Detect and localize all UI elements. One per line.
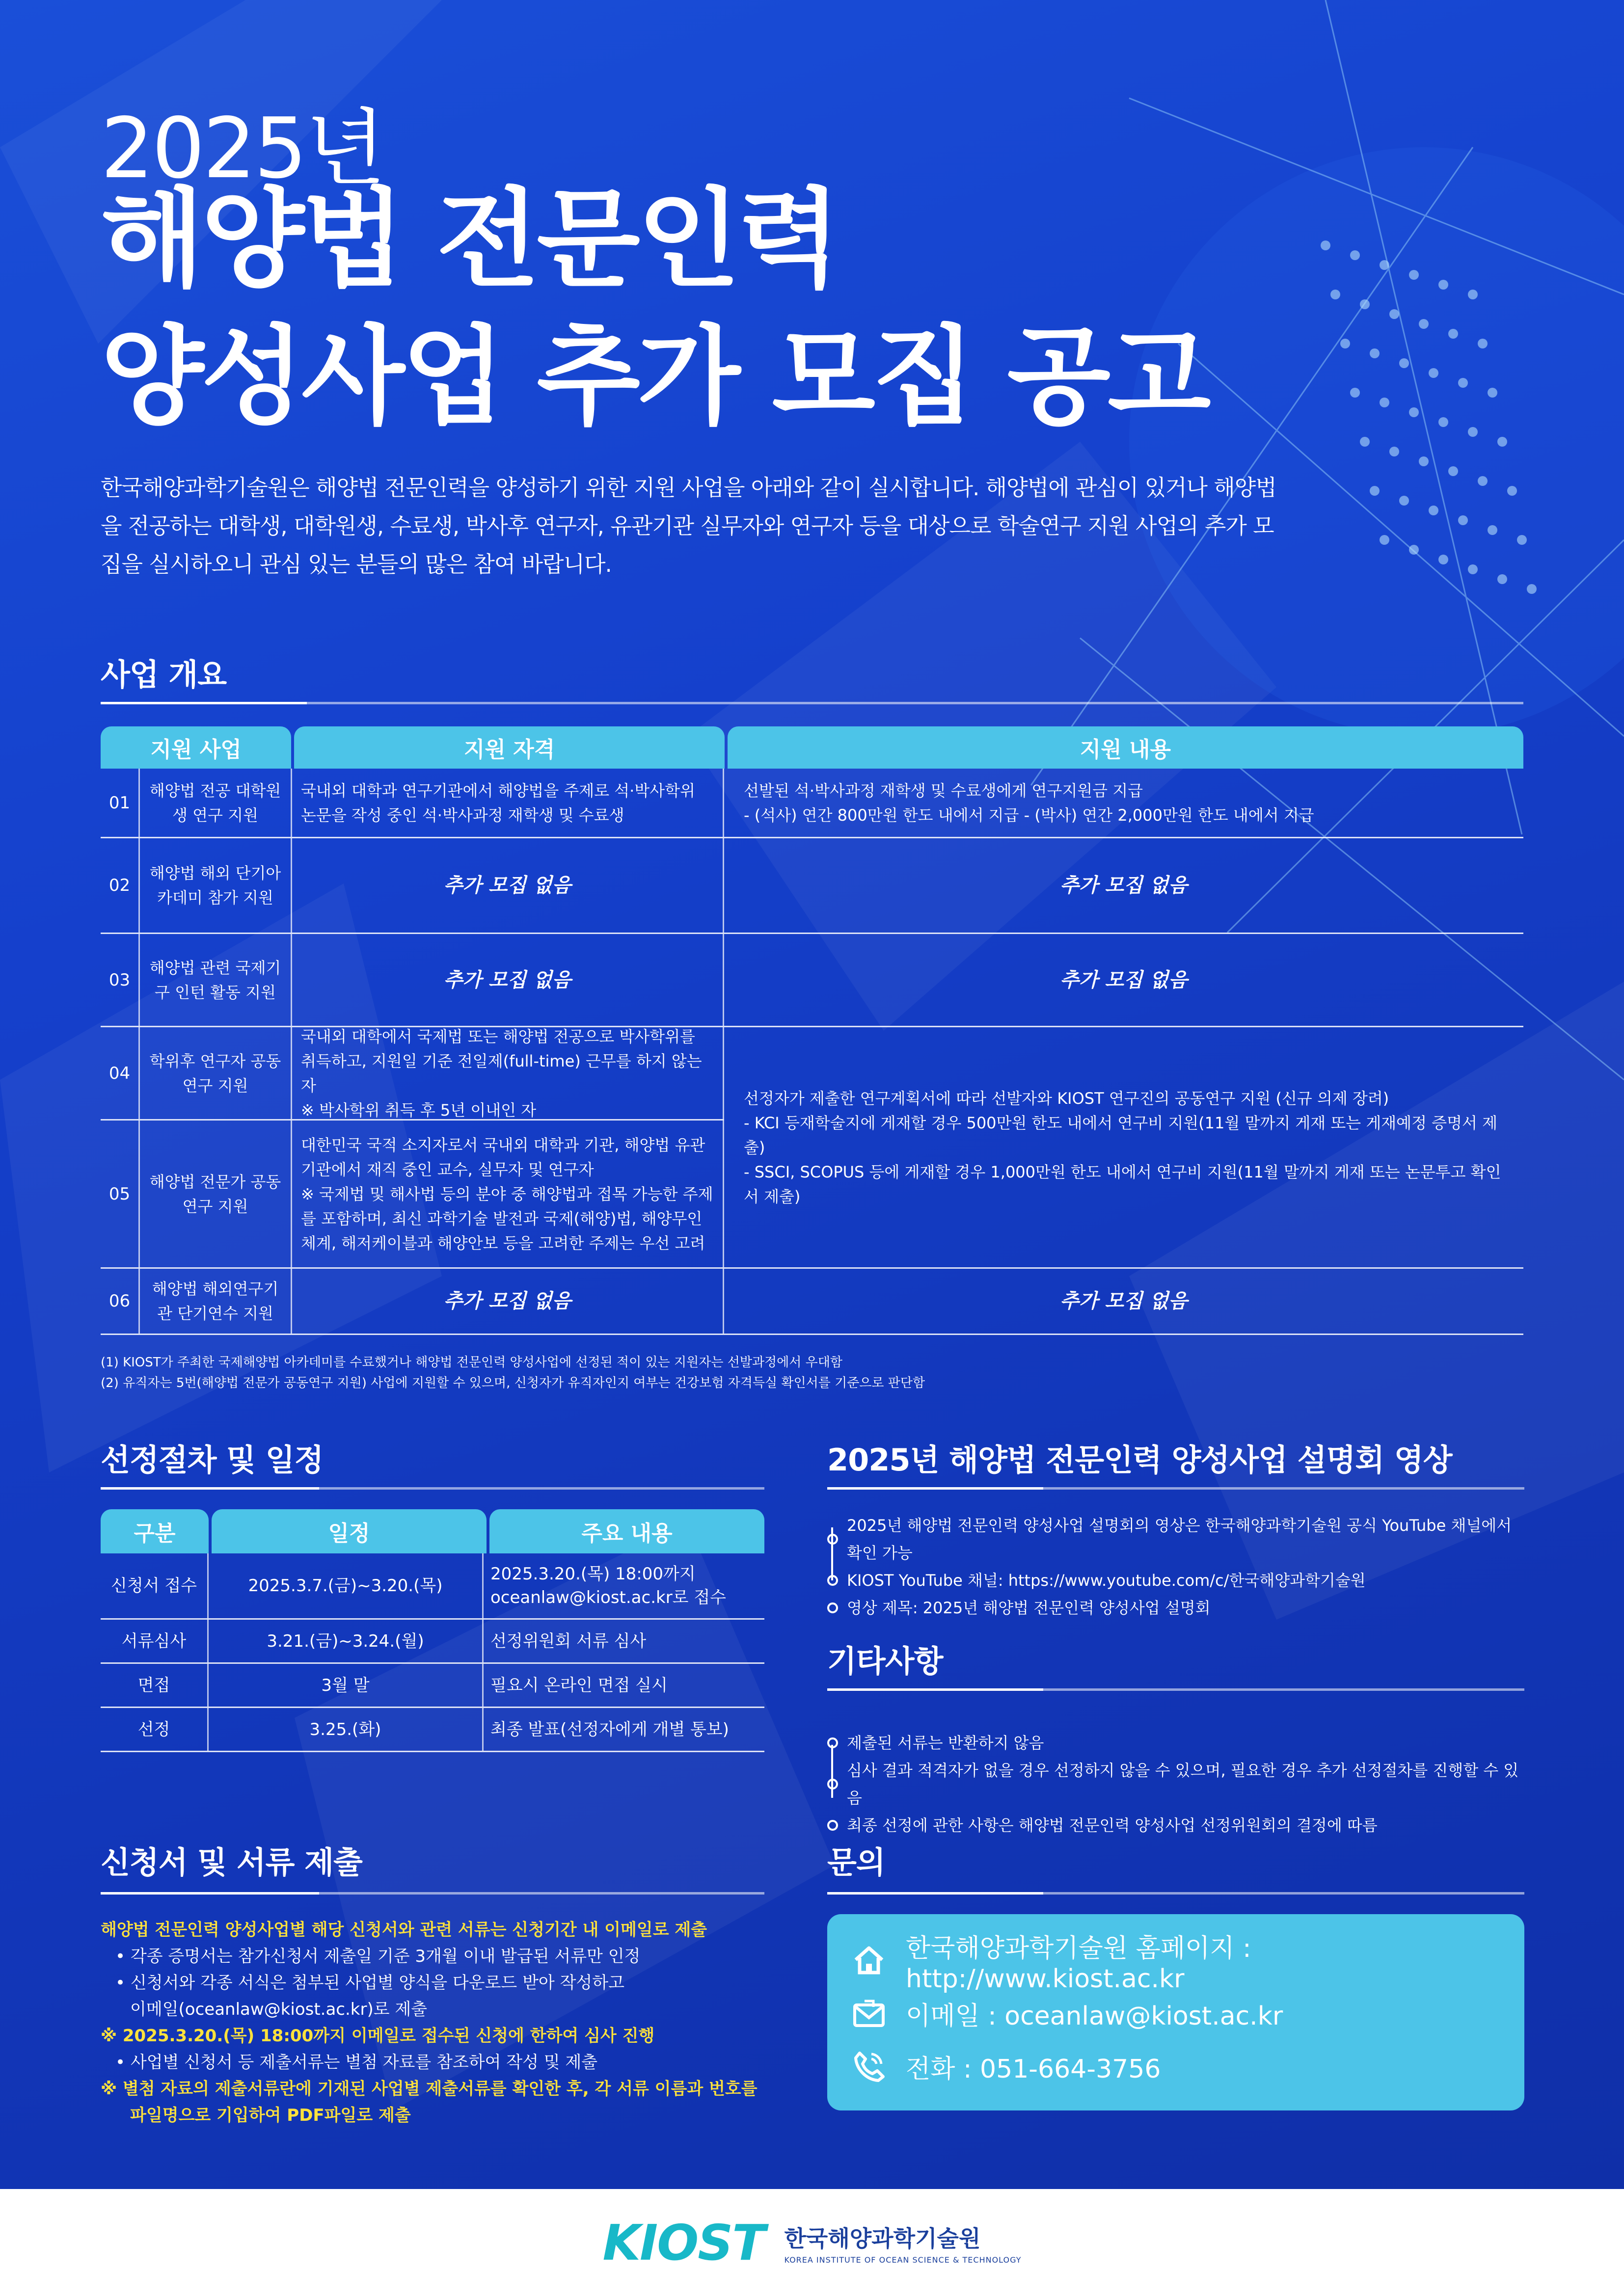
bullet-icon <box>827 1779 838 1789</box>
row-date: 3월 말 <box>209 1664 484 1707</box>
row-content-none: 추가 모집 없음 <box>1060 874 1188 897</box>
row-stage: 면접 <box>101 1664 209 1707</box>
poster-year: 2025년 <box>101 100 384 197</box>
kiost-logo: KIOST <box>602 2214 765 2271</box>
org-name-en: KOREA INSTITUTE OF OCEAN SCIENCE & TECHNOLOGY <box>784 2255 1022 2265</box>
list-item: 심사 결과 적격자가 없을 경우 선정하지 않을 수 있으며, 필요한 경우 추가 선정절차를 진행할 수 있음 <box>827 1757 1524 1812</box>
row-detail: 최종 발표(선정자에게 개별 통보) <box>490 1719 729 1739</box>
row-program: 해양법 전공 대학원생 연구 지원 <box>140 769 292 837</box>
header-qualification: 지원 자격 <box>294 726 724 769</box>
row-program: 해양법 관련 국제기구 인턴 활동 지원 <box>140 934 292 1026</box>
header-program: 지원 사업 <box>101 726 291 769</box>
intro-paragraph: 한국해양과학기술원은 해양법 전문인력을 양성하기 위한 지원 사업을 아래와 같이 실시합니다. 해양법에 관심이 있거나 해양법을 전공하는 대학생, 대학원생, 수료생, 박사후 연구자, 유관기관 실무자와 연구자 등을 대상으로 학술연구 지원 사업의 추가 모집을 실시하오니 관심 있는 분들의 많은 참여 바랍니다. <box>101 475 1276 577</box>
list-item: 최종 선정에 관한 사항은 해양법 전문인력 양성사업 선정위원회의 결정에 따름 <box>827 1812 1524 1839</box>
table-row <box>101 1664 764 1708</box>
contact-homepage[interactable] <box>852 1933 1500 1994</box>
overview-section-title: 사업 개요 <box>101 657 227 693</box>
row-qualification: 국내외 대학과 연구기관에서 해양법을 주제로 석·박사학위 논문을 작성 중인 석·박사과정 재학생 및 수료생 <box>292 769 724 837</box>
overview-table-header <box>101 726 1523 769</box>
row-detail: 선정위원회 서류 심사 <box>490 1631 647 1651</box>
table-row <box>101 1027 724 1121</box>
email-link[interactable]: 이메일 : oceanlaw@kiost.ac.kr <box>906 2001 1283 2031</box>
contact-section-title: 문의 <box>827 1844 885 1880</box>
phone-number[interactable]: 전화 : 051-664-3756 <box>906 2054 1161 2084</box>
row-program: 학위후 연구자 공동연구 지원 <box>140 1027 292 1119</box>
submission-line: ※ 별첨 자료의 제출서류란에 기재된 사업별 제출서류를 확인한 후, 각 서류 이름과 번호를 <box>101 2079 758 2099</box>
contact-phone[interactable] <box>852 2040 1500 2093</box>
bullet-icon <box>827 1602 838 1613</box>
video-rule <box>827 1487 1524 1490</box>
schedule-rule <box>101 1487 764 1490</box>
header-content: 지원 내용 <box>728 726 1523 769</box>
bullet-icon <box>827 1534 838 1545</box>
row-content-none: 추가 모집 없음 <box>1060 968 1188 991</box>
youtube-link[interactable]: KIOST YouTube 채널: https://www.youtube.com/c/한국해양과학기술원 <box>847 1571 1366 1590</box>
header-stage: 구분 <box>101 1509 209 1553</box>
row-stage: 선정 <box>101 1708 209 1751</box>
bullet-icon <box>827 1737 838 1748</box>
overview-table <box>101 726 1523 1335</box>
row-number: 06 <box>101 1269 140 1334</box>
list-item <box>827 1567 1524 1594</box>
submission-line: 해양법 전문인력 양성사업별 해당 신청서와 관련 서류는 신청기간 내 이메일로 제출 <box>101 1920 707 1940</box>
etc-list <box>827 1729 1524 1839</box>
submission-line: ※ 2025.3.20.(목) 18:00까지 이메일로 접수된 신청에 한하여 심사 진행 <box>101 2026 655 2046</box>
video-section-title: 2025년 해양법 전문인력 양성사업 설명회 영상 <box>827 1442 1452 1478</box>
etc-section-title: 기타사항 <box>827 1643 943 1679</box>
submission-line: 이메일(oceanlaw@kiost.ac.kr)로 제출 <box>130 2000 428 2019</box>
row-number: 05 <box>101 1121 140 1267</box>
row-program: 해양법 전문가 공동연구 지원 <box>140 1121 292 1267</box>
row-qualification-none: 추가 모집 없음 <box>443 874 571 897</box>
schedule-table <box>101 1509 764 1752</box>
contact-rule <box>827 1892 1524 1895</box>
table-row <box>101 769 1523 838</box>
row-stage: 서류심사 <box>101 1620 209 1662</box>
schedule-section-title: 선정절차 및 일정 <box>101 1442 324 1478</box>
note-item: (2) 유직자는 5번(해양법 전문가 공동연구 지원) 사업에 지원할 수 있으며, 신청자가 유직자인지 여부는 건강보험 자격득실 확인서를 기준으로 판단함 <box>101 1376 925 1390</box>
row-qualification-none: 추가 모집 없음 <box>443 1290 571 1312</box>
header-date: 일정 <box>212 1509 487 1553</box>
submission-line: 파일명으로 기입하여 PDF파일로 제출 <box>130 2106 411 2125</box>
mail-icon <box>852 1996 886 2030</box>
submission-line: • 신청서와 각종 서식은 첨부된 사업별 양식을 다운로드 받아 작성하고 <box>115 1973 624 1993</box>
row-program: 해양법 해외연구기관 단기연수 지원 <box>140 1269 292 1334</box>
submission-line: • 각종 증명서는 참가신청서 제출일 기준 3개월 이내 발급된 서류만 인정 <box>115 1947 641 1966</box>
submission-line: • 사업별 신청서 등 제출서류는 별첨 자료를 참조하여 작성 및 제출 <box>115 2053 598 2072</box>
homepage-link[interactable]: 한국해양과학기술원 홈페이지 : http://www.kiost.ac.kr <box>906 1933 1251 1994</box>
contact-email[interactable] <box>852 1987 1500 2040</box>
table-row <box>101 1269 1523 1335</box>
table-row <box>101 1121 724 1269</box>
submission-details <box>101 1917 778 2129</box>
row-number: 03 <box>101 934 140 1026</box>
row-program: 해양법 해외 단기아카데미 참가 지원 <box>140 838 292 933</box>
row-content-none: 추가 모집 없음 <box>1060 1290 1188 1312</box>
list-item: 2025년 해양법 전문인력 양성사업 설명회의 영상은 한국해양과학기술원 공식 YouTube 채널에서 확인 가능 <box>827 1512 1524 1567</box>
bullet-icon <box>827 1820 838 1831</box>
row-number: 04 <box>101 1027 140 1119</box>
submission-section-title: 신청서 및 서류 제출 <box>101 1844 362 1880</box>
poster-title-line2: 양성사업 추가 모집 공고 <box>101 315 1208 439</box>
list-item: 제출된 서류는 반환하지 않음 <box>827 1729 1524 1757</box>
row-date: 3.21.(금)~3.24.(월) <box>209 1620 484 1662</box>
table-row <box>101 1708 764 1752</box>
contact-box <box>827 1914 1524 2110</box>
row-content: 선발된 석·박사과정 재학생 및 수료생에게 연구지원금 지급 - (석사) 연간 800만원 한도 내에서 지급 - (박사) 연간 2,000만원 한도 내에서 지급 <box>744 781 1314 825</box>
row-detail: 필요시 온라인 면접 실시 <box>490 1675 668 1695</box>
submission-rule <box>101 1892 764 1895</box>
etc-rule <box>827 1688 1524 1691</box>
row-date: 2025.3.7.(금)~3.20.(목) <box>209 1553 484 1618</box>
footer <box>0 2189 1624 2296</box>
note-item: (1) KIOST가 주최한 국제해양법 아카데미를 수료했거나 해양법 전문인력 양성사업에 선정된 적이 있는 지원자는 선발과정에서 우대함 <box>101 1355 843 1370</box>
row-number: 01 <box>101 769 140 837</box>
row-qualification: 대한민국 국적 소지자로서 국내외 대학과 기관, 해양법 유관기관에서 재직 중인 교수, 실무자 및 연구자 ※ 국제법 및 해사법 등의 분야 중 해양법과 접목 가능한 주제를 포함하며, 최신 과학기술 발전과 국제(해양)법, 해양무인체계, 해저케이블과 해양안보 등을 고려한 주제는 우선 고려 <box>292 1121 724 1267</box>
list-item: 영상 제목: 2025년 해양법 전문인력 양성사업 설명회 <box>827 1594 1524 1622</box>
overview-notes <box>101 1352 925 1393</box>
row-qualification: 국내외 대학에서 국제법 또는 해양법 전공으로 박사학위를 취득하고, 지원일 기준 전일제(full-time) 근무를 하지 않는 자 ※ 박사학위 취득 후 5년 이내인 자 <box>292 1027 724 1119</box>
row-number: 02 <box>101 838 140 933</box>
video-list <box>827 1512 1524 1622</box>
overview-rule <box>101 702 1523 704</box>
bullet-icon <box>827 1575 838 1586</box>
row-detail: 2025.3.20.(목) 18:00까지 oceanlaw@kiost.ac.kr로 접수 <box>490 1564 727 1607</box>
row-stage: 신청서 접수 <box>101 1553 209 1618</box>
row-date: 3.25.(화) <box>209 1708 484 1751</box>
table-row <box>101 1620 764 1664</box>
phone-icon <box>852 2049 886 2083</box>
poster-title-line1: 해양법 전문인력 <box>101 178 839 302</box>
org-name-block <box>784 2221 1021 2265</box>
table-row <box>101 1553 764 1620</box>
header-detail: 주요 내용 <box>489 1509 764 1553</box>
row-qualification-none: 추가 모집 없음 <box>443 968 571 991</box>
table-row <box>101 934 1523 1027</box>
merged-content-04-05: 선정자가 제출한 연구계획서에 따라 선발자와 KIOST 연구진의 공동연구 지원 (신규 의제 장려) - KCI 등재학술지에 게재할 경우 500만원 한도 내에서 연구비 지원(11월 말까지 게재 또는 게재예정 증명서 제출) - SSCI, SCOPUS 등에 게재할 경우 1,000만원 한도 내에서 연구비 지원(11월 말까지 게재 또는 논문투고 확인서 제출) <box>724 1027 1523 1269</box>
org-name: 한국해양과학기술원 <box>784 2225 981 2252</box>
home-icon <box>852 1943 886 1977</box>
table-row <box>101 838 1523 934</box>
